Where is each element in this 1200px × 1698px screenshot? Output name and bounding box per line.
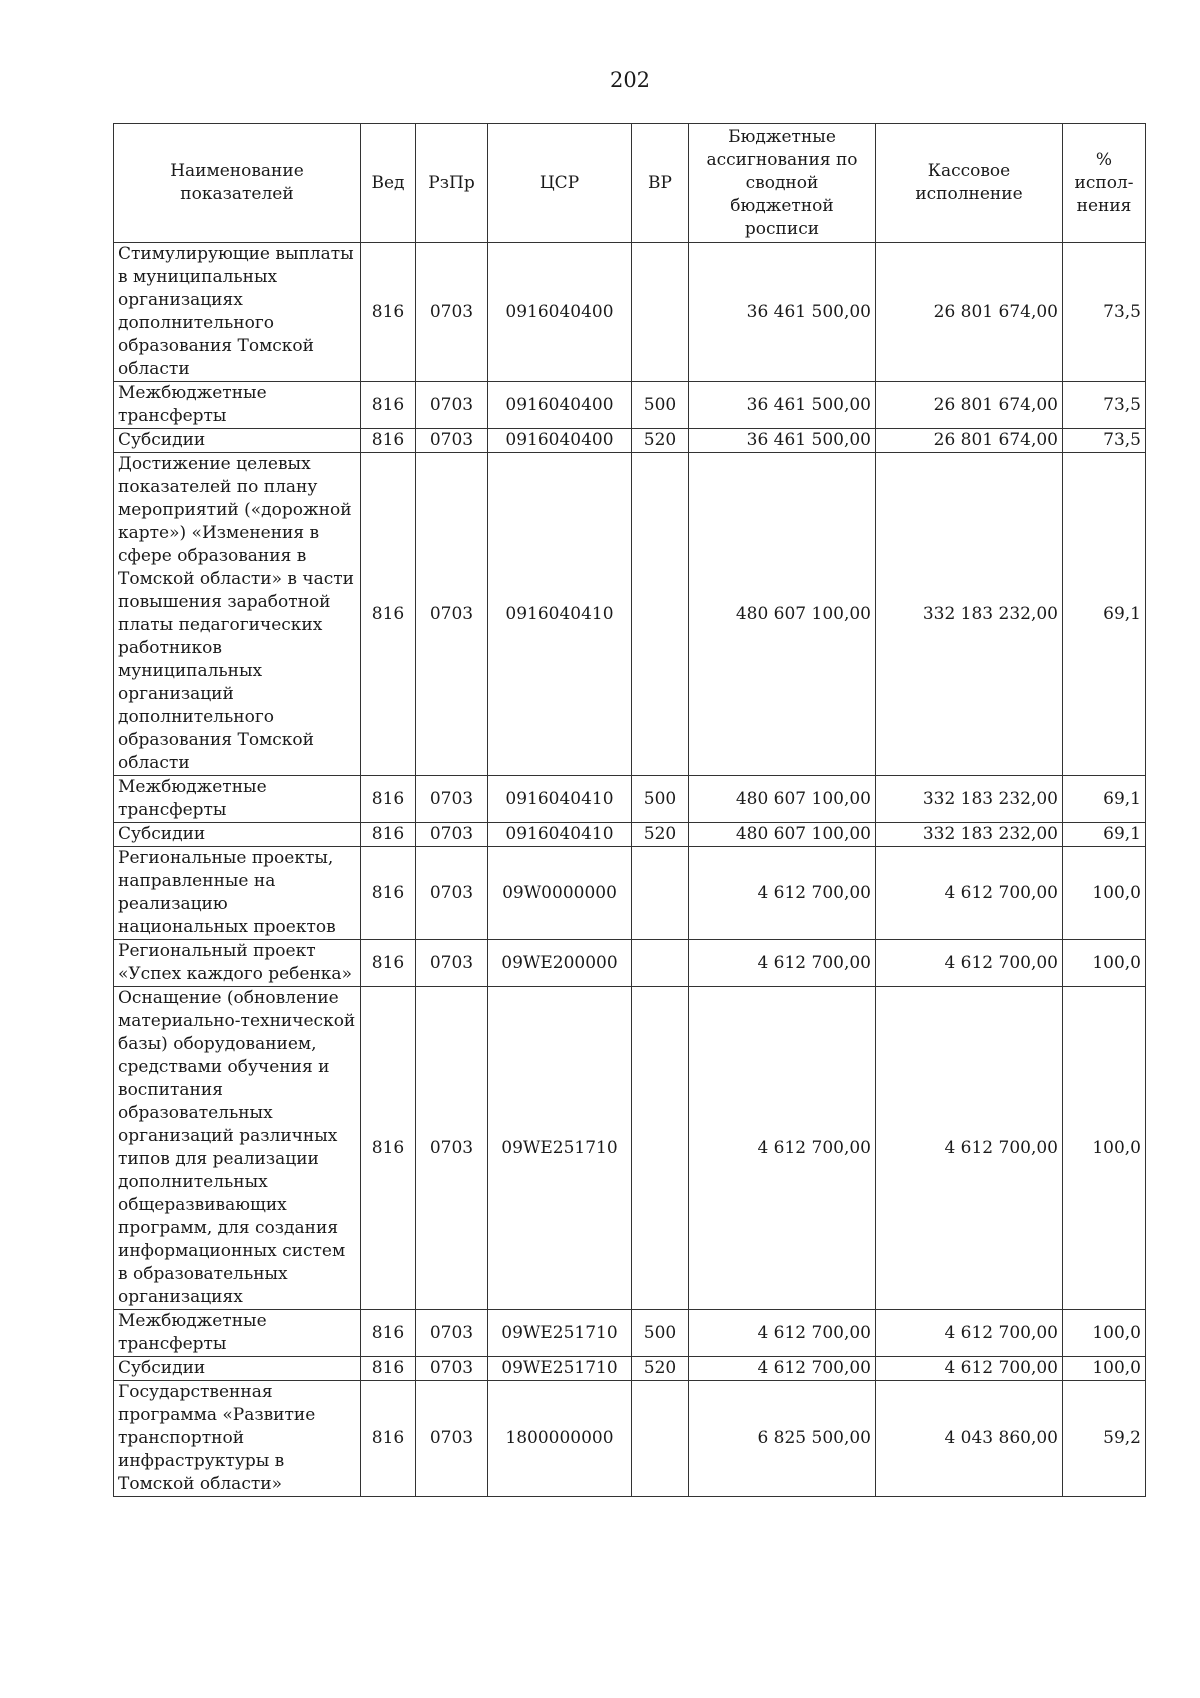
budget-execution-table <box>113 123 1146 1497</box>
cell-rzpr: 0703 <box>416 429 488 453</box>
cell-rzpr: 0703 <box>416 776 488 823</box>
cell-name: Региональный проект «Успех каждого ребенка» <box>114 940 361 987</box>
cell-budget: 6 825 500,00 <box>689 1381 876 1497</box>
cell-budget: 480 607 100,00 <box>689 776 876 823</box>
header-csr: ЦСР <box>488 124 632 243</box>
cell-pct: 100,0 <box>1063 1310 1146 1357</box>
cell-cash: 4 612 700,00 <box>876 1310 1063 1357</box>
cell-csr: 0916040400 <box>488 429 632 453</box>
cell-rzpr: 0703 <box>416 1310 488 1357</box>
cell-vr <box>632 243 689 382</box>
cell-budget: 480 607 100,00 <box>689 823 876 847</box>
cell-pct: 73,5 <box>1063 429 1146 453</box>
table-row <box>114 1357 1146 1381</box>
cell-pct: 100,0 <box>1063 847 1146 940</box>
cell-rzpr: 0703 <box>416 382 488 429</box>
cell-cash: 4 612 700,00 <box>876 847 1063 940</box>
cell-cash: 26 801 674,00 <box>876 382 1063 429</box>
cell-rzpr: 0703 <box>416 1381 488 1497</box>
cell-name: Государственная программа «Развитие транспортной инфраструктуры в Томской области» <box>114 1381 361 1497</box>
cell-csr: 0916040410 <box>488 823 632 847</box>
cell-vr <box>632 847 689 940</box>
cell-name: Субсидии <box>114 429 361 453</box>
cell-rzpr: 0703 <box>416 453 488 776</box>
cell-csr: 09WE251710 <box>488 1357 632 1381</box>
table-row <box>114 823 1146 847</box>
cell-csr: 0916040410 <box>488 453 632 776</box>
cell-vr <box>632 987 689 1310</box>
cell-vr: 500 <box>632 382 689 429</box>
cell-vr <box>632 940 689 987</box>
cell-name: Достижение целевых показателей по плану мероприятий («дорожной карте») «Изменения в сфере образования в Томской области» в части повышения заработной платы педагогических работников муниципальных организаций дополнительного образования Томской области <box>114 453 361 776</box>
cell-cash: 4 612 700,00 <box>876 987 1063 1310</box>
header-name: Наименование показателей <box>114 124 361 243</box>
cell-pct: 73,5 <box>1063 243 1146 382</box>
cell-csr: 0916040400 <box>488 382 632 429</box>
cell-budget: 4 612 700,00 <box>689 987 876 1310</box>
cell-pct: 100,0 <box>1063 1357 1146 1381</box>
cell-budget: 36 461 500,00 <box>689 243 876 382</box>
cell-vr: 500 <box>632 776 689 823</box>
header-budget: Бюджетные ассигнования по сводной бюджетной росписи <box>689 124 876 243</box>
cell-budget: 36 461 500,00 <box>689 382 876 429</box>
cell-ved: 816 <box>361 847 416 940</box>
cell-vr: 520 <box>632 429 689 453</box>
table-row <box>114 987 1146 1310</box>
cell-csr: 0916040400 <box>488 243 632 382</box>
page-number: 202 <box>609 68 651 92</box>
cell-csr: 09WE200000 <box>488 940 632 987</box>
cell-rzpr: 0703 <box>416 847 488 940</box>
cell-csr: 1800000000 <box>488 1381 632 1497</box>
cell-pct: 59,2 <box>1063 1381 1146 1497</box>
cell-rzpr: 0703 <box>416 1357 488 1381</box>
cell-csr: 0916040410 <box>488 776 632 823</box>
cell-ved: 816 <box>361 823 416 847</box>
table-row <box>114 847 1146 940</box>
table-row <box>114 1381 1146 1497</box>
cell-csr: 09WE251710 <box>488 987 632 1310</box>
cell-budget: 480 607 100,00 <box>689 453 876 776</box>
cell-vr <box>632 453 689 776</box>
table-row <box>114 940 1146 987</box>
cell-budget: 4 612 700,00 <box>689 1357 876 1381</box>
cell-vr: 520 <box>632 1357 689 1381</box>
cell-rzpr: 0703 <box>416 940 488 987</box>
cell-cash: 26 801 674,00 <box>876 243 1063 382</box>
cell-cash: 332 183 232,00 <box>876 823 1063 847</box>
cell-csr: 09WE251710 <box>488 1310 632 1357</box>
table-row <box>114 382 1146 429</box>
cell-name: Межбюджетные трансферты <box>114 1310 361 1357</box>
table-row <box>114 429 1146 453</box>
cell-ved: 816 <box>361 429 416 453</box>
cell-csr: 09W0000000 <box>488 847 632 940</box>
header-rzpr: РзПр <box>416 124 488 243</box>
cell-budget: 4 612 700,00 <box>689 1310 876 1357</box>
cell-pct: 69,1 <box>1063 823 1146 847</box>
cell-pct: 100,0 <box>1063 987 1146 1310</box>
header-vr: ВР <box>632 124 689 243</box>
cell-name: Межбюджетные трансферты <box>114 382 361 429</box>
cell-cash: 332 183 232,00 <box>876 453 1063 776</box>
cell-pct: 69,1 <box>1063 776 1146 823</box>
cell-name: Региональные проекты, направленные на реализацию национальных проектов <box>114 847 361 940</box>
cell-ved: 816 <box>361 1310 416 1357</box>
cell-ved: 816 <box>361 453 416 776</box>
cell-vr <box>632 1381 689 1497</box>
table-row <box>114 1310 1146 1357</box>
header-ved: Вед <box>361 124 416 243</box>
header-cash: Кассовое исполнение <box>876 124 1063 243</box>
cell-pct: 73,5 <box>1063 382 1146 429</box>
cell-name: Субсидии <box>114 823 361 847</box>
cell-budget: 36 461 500,00 <box>689 429 876 453</box>
cell-cash: 4 612 700,00 <box>876 940 1063 987</box>
table-row <box>114 453 1146 776</box>
cell-ved: 816 <box>361 1357 416 1381</box>
cell-ved: 816 <box>361 987 416 1310</box>
cell-name: Стимулирующие выплаты в муниципальных организациях дополнительного образования Томской области <box>114 243 361 382</box>
cell-vr: 500 <box>632 1310 689 1357</box>
cell-cash: 26 801 674,00 <box>876 429 1063 453</box>
cell-ved: 816 <box>361 940 416 987</box>
cell-cash: 4 612 700,00 <box>876 1357 1063 1381</box>
table-row <box>114 776 1146 823</box>
cell-cash: 332 183 232,00 <box>876 776 1063 823</box>
cell-budget: 4 612 700,00 <box>689 940 876 987</box>
cell-pct: 100,0 <box>1063 940 1146 987</box>
cell-vr: 520 <box>632 823 689 847</box>
cell-rzpr: 0703 <box>416 987 488 1310</box>
cell-ved: 816 <box>361 1381 416 1497</box>
cell-ved: 816 <box>361 243 416 382</box>
cell-name: Субсидии <box>114 1357 361 1381</box>
cell-ved: 816 <box>361 776 416 823</box>
cell-rzpr: 0703 <box>416 823 488 847</box>
cell-name: Межбюджетные трансферты <box>114 776 361 823</box>
table-header-row <box>114 124 1146 243</box>
header-pct: % испол-нения <box>1063 124 1146 243</box>
cell-budget: 4 612 700,00 <box>689 847 876 940</box>
cell-pct: 69,1 <box>1063 453 1146 776</box>
table-row <box>114 243 1146 382</box>
cell-cash: 4 043 860,00 <box>876 1381 1063 1497</box>
cell-rzpr: 0703 <box>416 243 488 382</box>
cell-ved: 816 <box>361 382 416 429</box>
cell-name: Оснащение (обновление материально-технической базы) оборудованием, средствами обучения и воспитания образовательных организаций различных типов для реализации дополнительных общеразвивающих программ, для создания информационных систем в образовательных организациях <box>114 987 361 1310</box>
